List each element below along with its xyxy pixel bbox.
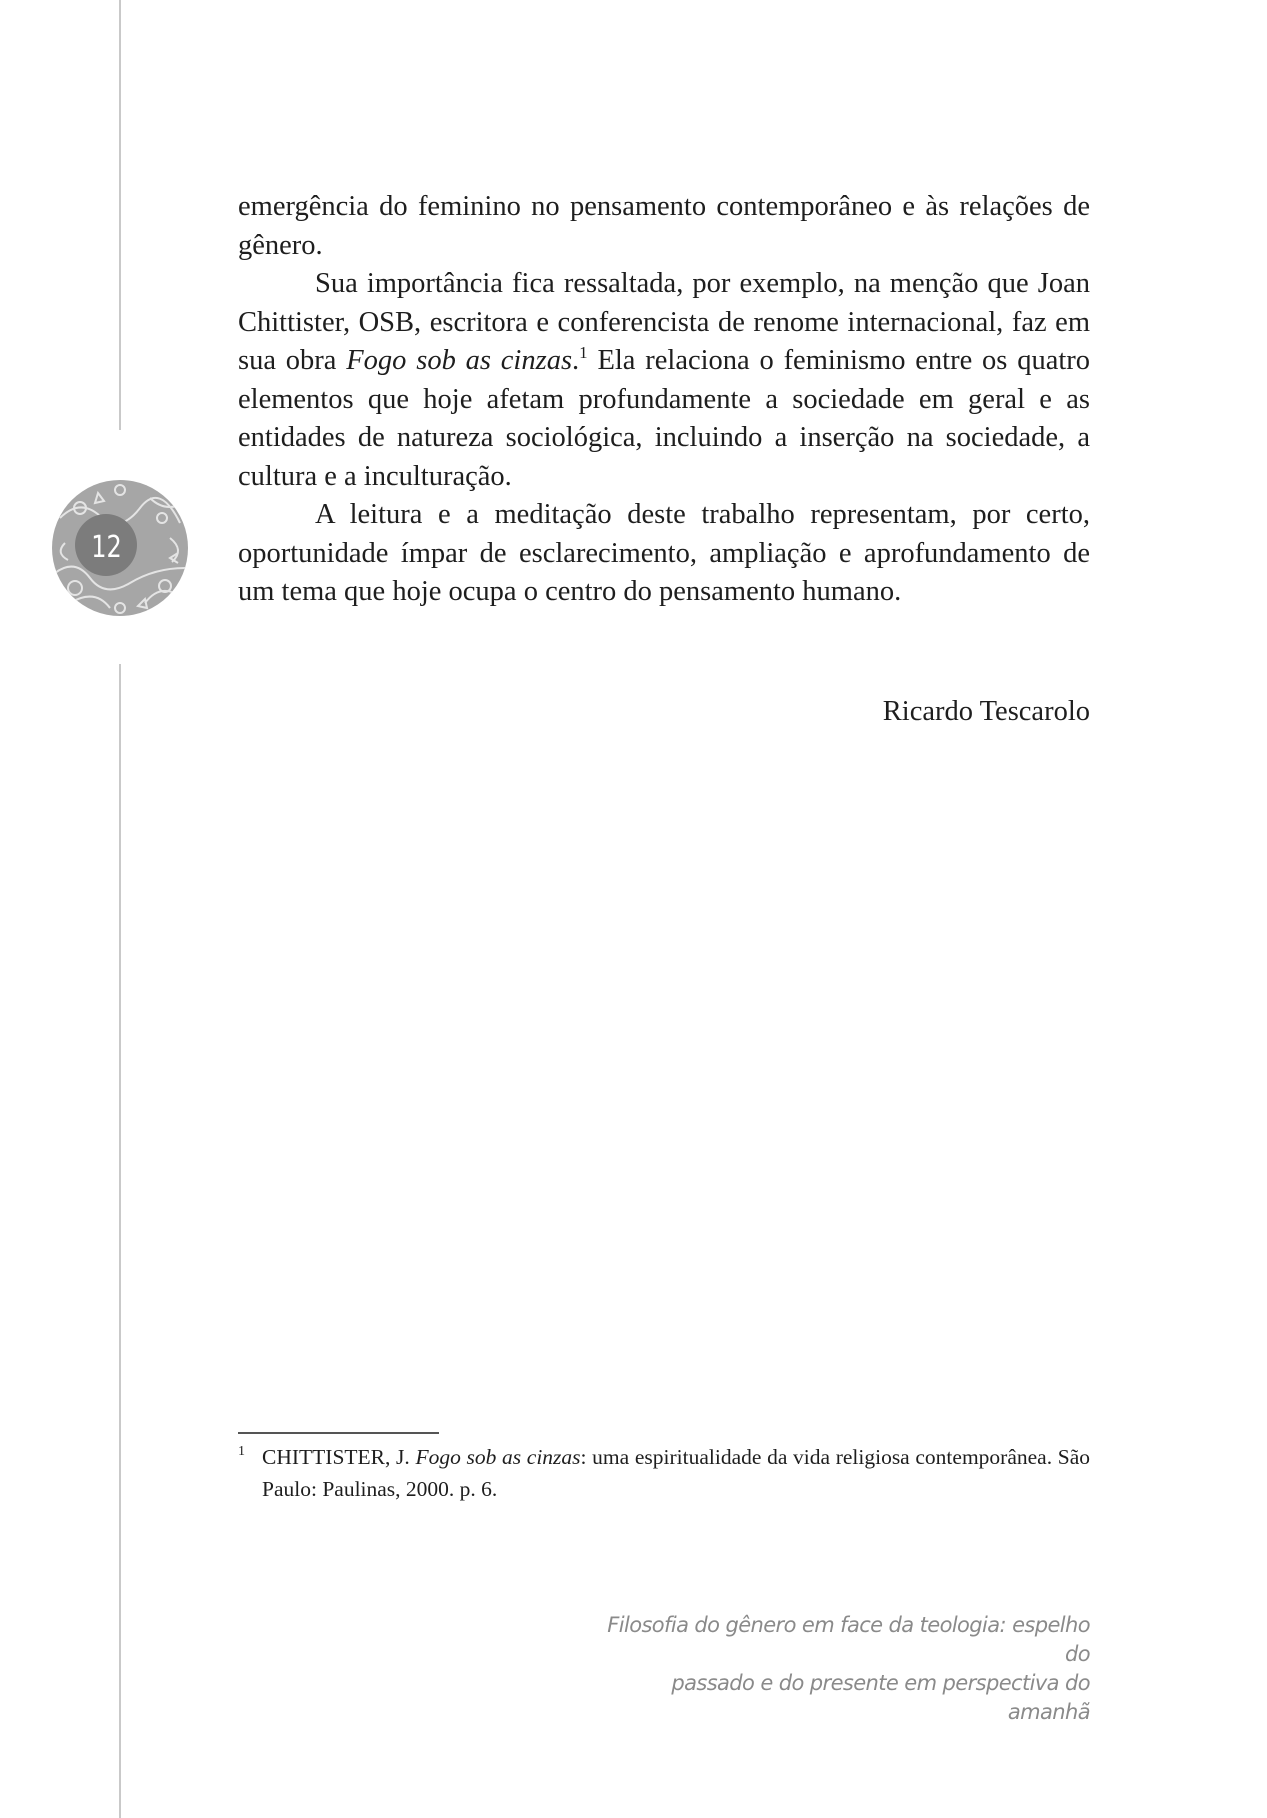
paragraph-2 [238, 265, 1090, 496]
paragraph-2-text-after: Ela relaciona o feminismo entre os quatro elementos que hoje afetam profundamente a sociedade em geral e as entidades de natureza sociológica, incluindo a inserção na sociedade, a cultura e a inculturação. [238, 345, 1091, 492]
footnote-rest: : uma espiritualidade da vida religiosa contemporânea. São Paulo: Paulinas, 2000. p. 6. [262, 1445, 1090, 1501]
paragraph-3: A leitura e a meditação deste trabalho representam, por certo, oportunidade ímpar de esclarecimento, ampliação e aprofundamento de um tema que hoje ocupa o centro do pensamento humano. [238, 499, 1090, 607]
running-footer-line-2: passado e do presente em perspectiva do amanhã [671, 1671, 1090, 1724]
margin-line-top [119, 0, 121, 430]
footnote-text [262, 1441, 1090, 1505]
footnote-divider [238, 1432, 439, 1434]
running-footer-line-1: Filosofia do gênero em face da teologia: espelho do [607, 1613, 1090, 1666]
book-title: Fogo sob as cinzas [346, 345, 573, 376]
paragraph-2-text-before: Sua importância fica ressaltada, por exemplo, na menção que Joan Chittister, OSB, escritora e conferencista de renome internacional, faz em sua obra [238, 268, 1090, 376]
page-number-badge [50, 478, 190, 618]
footnote [238, 1441, 1090, 1505]
footnote-reference[interactable]: 1 [579, 343, 588, 362]
body-text [238, 188, 1090, 612]
author-signature: Ricardo Tescarolo [882, 696, 1090, 727]
footnote-number: 1 [238, 1444, 245, 1459]
paragraph-2-period: . [572, 345, 580, 376]
paragraph-1: emergência do feminino no pensamento contemporâneo e às relações de gênero. [238, 191, 1090, 261]
running-footer [590, 1611, 1090, 1727]
page-number: 12 [91, 530, 122, 565]
margin-line-bottom [119, 664, 121, 1818]
footnote-author: CHITTISTER, J. [262, 1445, 416, 1469]
footnote-book-title: Fogo sob as cinzas [415, 1445, 581, 1469]
